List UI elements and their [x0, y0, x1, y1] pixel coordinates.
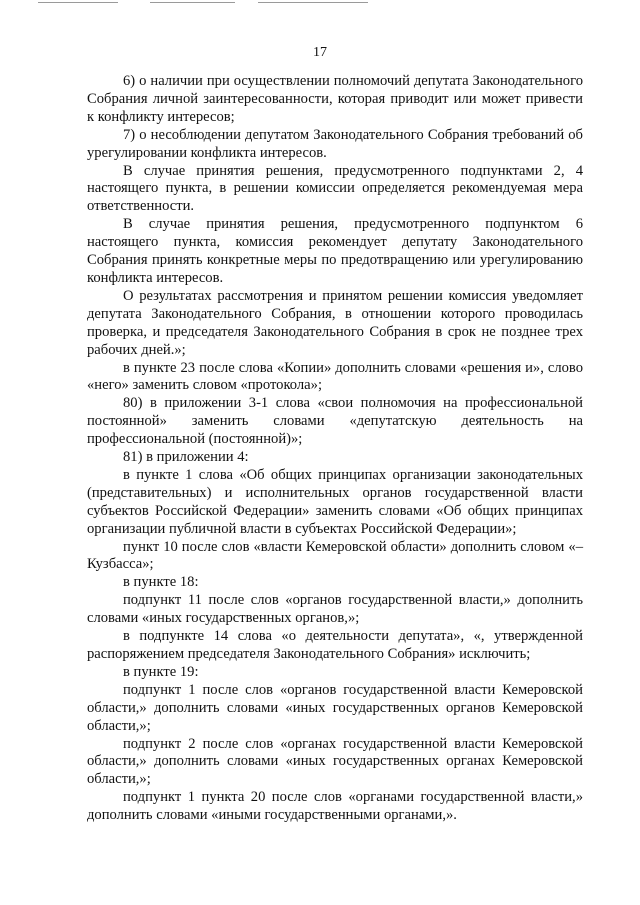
paragraph-subpoint-2: подпункт 2 после слов «органах государственной власти Кемеровской области,» дополнить словами «иных государственных органах Кемеровской области,»; — [87, 735, 583, 788]
scan-edge-line-right — [258, 2, 368, 3]
paragraph-point-19: в пункте 19: — [123, 663, 199, 680]
scan-edge-line-left — [38, 2, 118, 3]
paragraph-notification: О результатах рассмотрения и принятом решении комиссия уведомляет депутата Законодательного Собрания, в отношении которого проводилась проверка, и председателя Законодательного Собрания в срок не позднее трех рабочих дней.»; — [87, 287, 583, 358]
paragraph-item-6: 6) о наличии при осуществлении полномочий депутата Законодательного Собрания личной заинтересованности, которая приводит или может привести к конфликту интересов; — [87, 73, 583, 125]
paragraph-point-18: в пункте 18: — [123, 574, 199, 591]
paragraph-item-81: 81) в приложении 4: — [123, 449, 249, 466]
paragraph-subpoint-1: подпункт 1 после слов «органов государственной власти Кемеровской области,» дополнить словами «иных государственных органов Кемеровской области,»; — [87, 681, 583, 734]
page-number: 17 — [313, 45, 327, 60]
scan-edge-line-middle — [150, 2, 235, 3]
paragraph-item-80: 80) в приложении 3-1 слова «свои полномочия на профессиональной постоянной» заменить словами «депутатскую деятельность на профессиональной (постоянной)»; — [87, 395, 583, 448]
paragraph-responsibility-measure: В случае принятия решения, предусмотренного подпунктами 2, 4 настоящего пункта, в решении комиссии определяется рекомендуемая мера ответственности. — [87, 162, 583, 215]
paragraph-conflict-measures: В случае принятия решения, предусмотренного подпунктом 6 настоящего пункта, комиссия рекомендует депутату Законодательного Собрания принять конкретные меры по предотвращению или урегулированию конфликта интересов. — [87, 216, 583, 286]
paragraph-point-23: в пункте 23 после слова «Копии» дополнить словами «решения и», слово «него» заменить словом «протокола»; — [87, 359, 583, 394]
paragraph-point-20: подпункт 1 пункта 20 после слов «органами государственной власти,» дополнить словами «иными государственными органами,». — [87, 789, 583, 824]
paragraph-subpoint-14: в подпункте 14 слова «о деятельности депутата», «, утвержденной распоряжением председателя Законодательного Собрания» исключить; — [87, 628, 583, 662]
paragraph-subpoint-11: подпункт 11 после слов «органов государственной власти,» дополнить словами «иных государственных органов,»; — [87, 592, 583, 627]
paragraph-point-1: в пункте 1 слова «Об общих принципах организации законодательных (представительных) и исполнительных органов государственной власти субъектов Российской Федерации» заменить словами «Об общих принципах организации публичной власти в субъектах Российской Федерации»; — [87, 466, 583, 537]
paragraph-item-7: 7) о несоблюдении депутатом Законодательного Собрания требований об урегулировании конфликта интересов. — [87, 126, 583, 161]
document-body — [87, 73, 583, 825]
paragraph-point-10: пункт 10 после слов «власти Кемеровской области» дополнить словом «– Кузбасса»; — [87, 538, 583, 573]
